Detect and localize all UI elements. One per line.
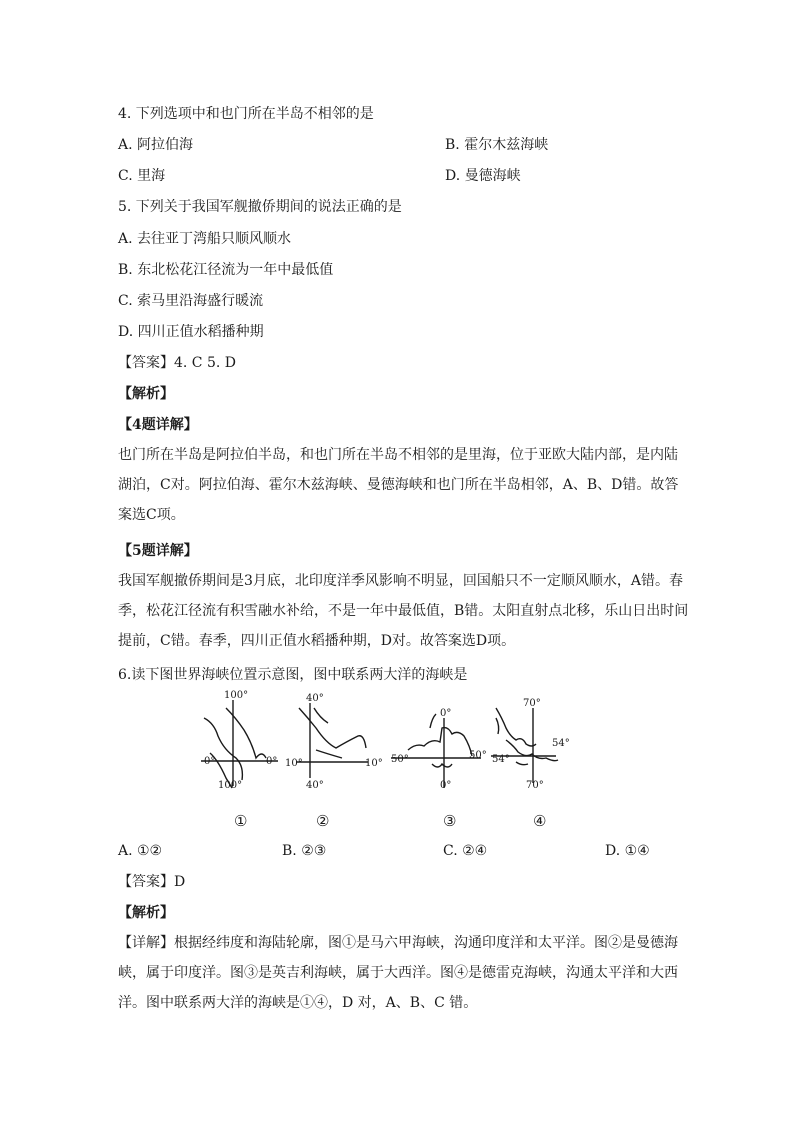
map4-left-label: 54° [492, 754, 510, 765]
q4-option-d: D. 曼德海峡 [445, 168, 521, 184]
q6-option-b: B. ②③ [282, 843, 327, 859]
map4-bottom-label: 70° [526, 780, 544, 791]
q6-detail: 【详解】根据经纬度和海陆轮廓，图①是马六甲海峡，沟通印度洋和太平洋。图②是曼德海峡，属于印度洋。图③是英吉利海峡，属于大西洋。图④是德雷克海峡，沟通太平洋和大西洋。图中联系两大洋的海峡是①④，D 对，A、B、C 错。 [118, 935, 678, 1011]
q5-option-c: C. 索马里沿海盛行暖流 [118, 293, 264, 309]
q6-option-a: A. ①② [118, 843, 163, 859]
q6-option-d: D. ①④ [605, 843, 650, 859]
map1-bottom-label: 100° [218, 780, 243, 791]
map-1 [201, 700, 278, 788]
map4-top-label: 70° [523, 698, 541, 709]
answer-6: 【答案】D [118, 874, 186, 890]
map-2 [296, 703, 368, 778]
q6-stem: 6.读下图世界海峡位置示意图，图中联系两大洋的海峡是 [118, 667, 468, 683]
map2-top-label: 40° [306, 693, 324, 704]
map3-left-label: 50° [391, 754, 409, 765]
map1-left-label: 0° [204, 756, 216, 767]
map-4 [491, 708, 558, 783]
map2-right-label: 10° [365, 758, 383, 769]
analysis-label: 【解析】 [118, 386, 174, 402]
q4-detail: 也门所在半岛是阿拉伯半岛，和也门所在半岛不相邻的是里海，位于亚欧大陆内部，是内陆湖泊，C对。阿拉伯海、霍尔木兹海峡、曼德海峡和也门所在半岛相邻，A、B、D错。故答案选C项。 [118, 447, 679, 523]
q5-detail-label: 【5题详解】 [118, 543, 198, 559]
map3-right-label: 50° [469, 750, 487, 761]
q4-stem: 4. 下列选项中和也门所在半岛不相邻的是 [118, 106, 374, 122]
analysis-label-2: 【解析】 [118, 905, 174, 921]
map1-right-label: 0° [266, 756, 278, 767]
q5-stem: 5. 下列关于我国军舰撤侨期间的说法正确的是 [118, 199, 402, 215]
q6-option-c: C. ②④ [443, 843, 488, 859]
map1-top-label: 100° [224, 690, 249, 701]
map3-bottom-label: 0° [440, 780, 452, 791]
q4-option-b: B. 霍尔木兹海峡 [445, 137, 549, 153]
map-3 [391, 714, 481, 788]
map2-bottom-label: 40° [306, 780, 324, 791]
figure-label-2: ② [316, 812, 330, 830]
q5-option-d: D. 四川正值水稻播种期 [118, 324, 264, 340]
figure-label-3: ③ [443, 812, 457, 830]
map2-left-label: 10° [285, 758, 303, 769]
figure-label-1: ① [234, 812, 248, 830]
strait-map-figure [196, 688, 586, 828]
figure-label-4: ④ [533, 812, 547, 830]
q5-option-a: A. 去往亚丁湾船只顺风顺水 [118, 231, 292, 247]
answer-4-5: 【答案】4. C 5. D [118, 355, 237, 371]
q5-option-b: B. 东北松花江径流为一年中最低值 [118, 262, 334, 278]
map3-top-label: 0° [440, 708, 452, 719]
q4-option-a: A. 阿拉伯海 [118, 137, 194, 153]
q5-detail: 我国军舰撤侨期间是3月底，北印度洋季风影响不明显，回国船只不一定顺风顺水，A错。春季，松花江径流有积雪融水补给，不是一年中最低值，B错。太阳直射点北移，乐山日出时间提前，C错。春季，四川正值水稻播种期，D对。故答案选D项。 [118, 573, 689, 649]
map4-right-label: 54° [552, 738, 570, 749]
q4-detail-label: 【4题详解】 [118, 417, 198, 433]
q4-option-c: C. 里海 [118, 168, 166, 184]
